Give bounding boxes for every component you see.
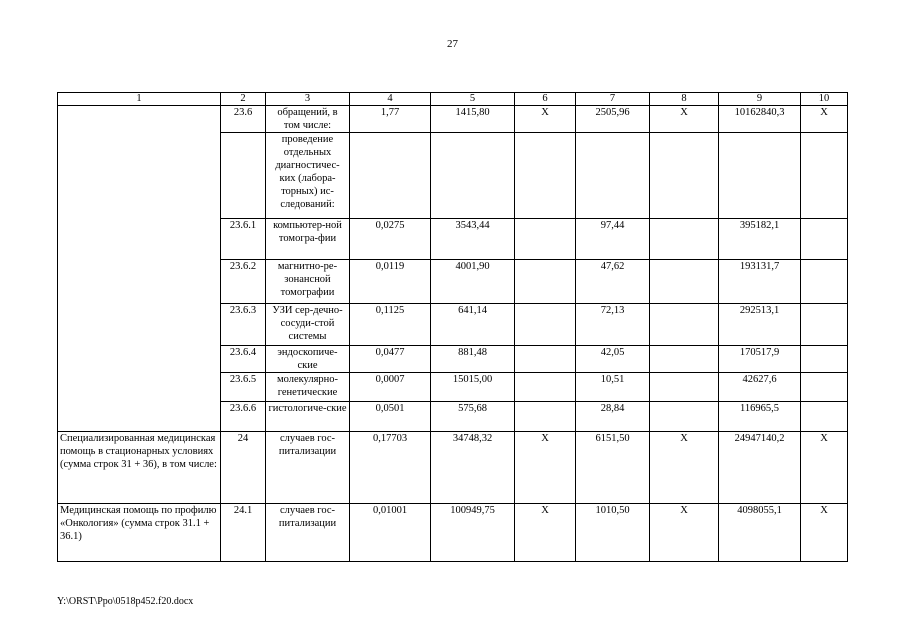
value-cell [515, 346, 576, 373]
value-cell: 641,14 [431, 304, 515, 346]
unit-cell: магнитно-ре-зонансной томографии [266, 260, 350, 304]
value-cell: 0,01001 [350, 504, 431, 562]
table-row [58, 432, 848, 504]
header-cell: 8 [650, 93, 719, 106]
value-cell: 0,1125 [350, 304, 431, 346]
value-cell: 193131,7 [719, 260, 801, 304]
value-cell: 34748,32 [431, 432, 515, 504]
value-cell: 42,05 [576, 346, 650, 373]
value-cell: 1,77 [350, 106, 431, 133]
value-cell: Х [515, 432, 576, 504]
value-cell [350, 133, 431, 219]
value-cell [801, 219, 848, 260]
value-cell: 24947140,2 [719, 432, 801, 504]
value-cell: 0,0477 [350, 346, 431, 373]
unit-cell: гистологиче-ские [266, 402, 350, 432]
value-cell [801, 402, 848, 432]
header-cell: 1 [58, 93, 221, 106]
value-cell [801, 260, 848, 304]
header-cell: 4 [350, 93, 431, 106]
value-cell: 97,44 [576, 219, 650, 260]
value-cell: 0,0501 [350, 402, 431, 432]
value-cell [515, 219, 576, 260]
value-cell: 10162840,3 [719, 106, 801, 133]
value-cell: 0,0275 [350, 219, 431, 260]
row-number: 23.6 [221, 106, 266, 133]
unit-cell: проведение отдельных диагностичес-ких (лабора-торных) ис-следований: [266, 133, 350, 219]
value-cell: 0,17703 [350, 432, 431, 504]
row-number: 23.6.4 [221, 346, 266, 373]
value-cell: Х [515, 106, 576, 133]
unit-cell: эндоскопиче-ские [266, 346, 350, 373]
value-cell [515, 373, 576, 402]
header-cell: 9 [719, 93, 801, 106]
header-cell: 3 [266, 93, 350, 106]
header-cell: 2 [221, 93, 266, 106]
value-cell: 4001,90 [431, 260, 515, 304]
data-table [57, 92, 848, 562]
value-cell: 72,13 [576, 304, 650, 346]
unit-cell: обращений, в том числе: [266, 106, 350, 133]
page-number: 27 [447, 38, 458, 50]
value-cell: 170517,9 [719, 346, 801, 373]
header-row [58, 93, 848, 106]
row-number: 24 [221, 432, 266, 504]
value-cell [576, 133, 650, 219]
value-cell: Х [515, 504, 576, 562]
value-cell: 1415,80 [431, 106, 515, 133]
value-cell [801, 133, 848, 219]
value-cell [719, 133, 801, 219]
row-number: 23.6.1 [221, 219, 266, 260]
header-cell: 6 [515, 93, 576, 106]
value-cell: Х [801, 504, 848, 562]
value-cell [650, 402, 719, 432]
value-cell: 6151,50 [576, 432, 650, 504]
value-cell: Х [801, 106, 848, 133]
value-cell: 0,0007 [350, 373, 431, 402]
value-cell: 100949,75 [431, 504, 515, 562]
value-cell [515, 304, 576, 346]
row-label: Специализированная медицинская помощь в стационарных условиях (сумма строк 31 + 36), в том числе: [58, 432, 221, 504]
value-cell [515, 402, 576, 432]
row-label: Медицинская помощь по профилю «Онкология» (сумма строк 31.1 + 36.1) [58, 504, 221, 562]
row-number: 23.6.2 [221, 260, 266, 304]
value-cell: Х [801, 432, 848, 504]
value-cell [650, 260, 719, 304]
file-path-footer: Y:\ORST\Ppo\0518p452.f20.docx [57, 596, 194, 607]
value-cell [650, 346, 719, 373]
unit-cell: УЗИ сер-дечно-сосуди-стой системы [266, 304, 350, 346]
unit-cell: случаев гос-питализации [266, 432, 350, 504]
value-cell: 116965,5 [719, 402, 801, 432]
row-number: 24.1 [221, 504, 266, 562]
value-cell: Х [650, 106, 719, 133]
value-cell: 28,84 [576, 402, 650, 432]
header-cell: 7 [576, 93, 650, 106]
value-cell: 15015,00 [431, 373, 515, 402]
value-cell [801, 304, 848, 346]
table-row [58, 504, 848, 562]
value-cell: Х [650, 504, 719, 562]
unit-cell: случаев гос-питализации [266, 504, 350, 562]
row-number: 23.6.6 [221, 402, 266, 432]
unit-cell: компьютер-ной томогра-фии [266, 219, 350, 260]
value-cell: 2505,96 [576, 106, 650, 133]
header-cell: 5 [431, 93, 515, 106]
value-cell [650, 219, 719, 260]
value-cell [515, 133, 576, 219]
value-cell: 3543,44 [431, 219, 515, 260]
value-cell: 881,48 [431, 346, 515, 373]
table-row [58, 106, 848, 133]
value-cell [431, 133, 515, 219]
value-cell: 292513,1 [719, 304, 801, 346]
value-cell: 42627,6 [719, 373, 801, 402]
value-cell [650, 133, 719, 219]
unit-cell: молекулярно-генетические [266, 373, 350, 402]
value-cell: 1010,50 [576, 504, 650, 562]
header-cell: 10 [801, 93, 848, 106]
row-label [58, 106, 221, 432]
value-cell [801, 346, 848, 373]
row-number [221, 133, 266, 219]
value-cell: 10,51 [576, 373, 650, 402]
value-cell [650, 373, 719, 402]
row-number: 23.6.5 [221, 373, 266, 402]
value-cell: 47,62 [576, 260, 650, 304]
value-cell: 395182,1 [719, 219, 801, 260]
row-number: 23.6.3 [221, 304, 266, 346]
value-cell [801, 373, 848, 402]
value-cell: 575,68 [431, 402, 515, 432]
value-cell: 0,0119 [350, 260, 431, 304]
value-cell [650, 304, 719, 346]
value-cell: 4098055,1 [719, 504, 801, 562]
value-cell: Х [650, 432, 719, 504]
value-cell [515, 260, 576, 304]
